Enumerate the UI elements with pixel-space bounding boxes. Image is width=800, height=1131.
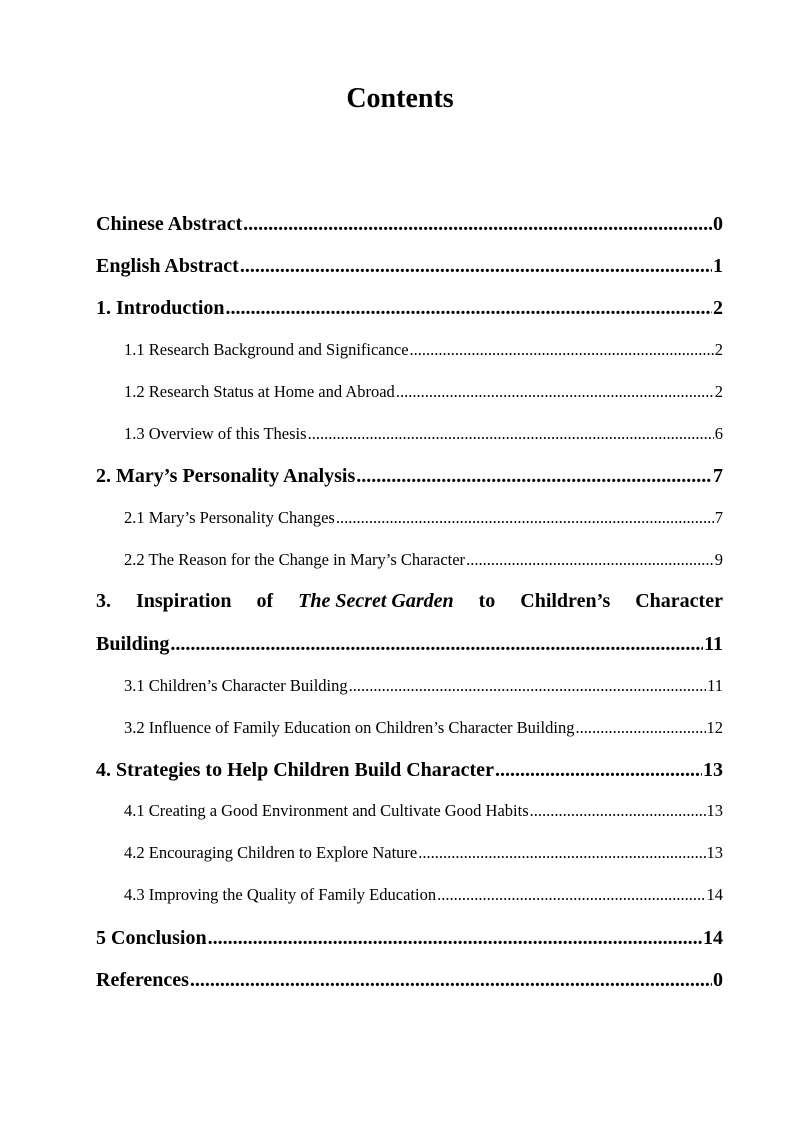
toc-page-number: 12 <box>706 718 723 737</box>
toc-page-number: 11 <box>707 676 723 695</box>
toc-entry-label: 2. Mary’s Personality Analysis <box>96 465 356 487</box>
dot-leader <box>418 841 705 865</box>
dot-leader <box>226 294 712 322</box>
toc-entry-label: English Abstract <box>96 255 239 277</box>
toc-entry-1-1[interactable] <box>124 338 723 362</box>
dot-leader <box>575 716 705 740</box>
toc-entry-references[interactable] <box>96 966 723 994</box>
toc-entry-word: of <box>256 590 274 612</box>
toc-page-number: 13 <box>706 801 723 820</box>
toc-entry-3-2[interactable] <box>124 716 723 740</box>
toc-entry-strategies[interactable] <box>96 756 723 784</box>
toc-page-number: 14 <box>703 927 723 949</box>
toc-entry-inspiration-line2[interactable] <box>96 630 723 658</box>
toc-page-number: 7 <box>713 465 723 487</box>
dot-leader <box>356 462 712 490</box>
toc-entry-label: 1. Introduction <box>96 297 225 319</box>
toc-page-number: 2 <box>713 297 723 319</box>
toc-page-number: 9 <box>714 550 723 569</box>
toc-entry-label: 4.3 Improving the Quality of Family Education <box>124 885 437 904</box>
dot-leader <box>208 924 702 952</box>
dot-leader <box>349 674 706 698</box>
toc-entry-label: 1.2 Research Status at Home and Abroad <box>124 382 395 401</box>
toc-entry-3-1[interactable] <box>124 674 723 698</box>
toc-page-number: 2 <box>714 382 723 401</box>
toc-entry-word: 3. <box>96 590 111 612</box>
toc-entry-label: 5 Conclusion <box>96 927 207 949</box>
toc-page-number: 14 <box>706 885 723 904</box>
toc-page-number: 13 <box>706 843 723 862</box>
toc-page-number: 1 <box>713 255 723 277</box>
toc-entry-word: Inspiration <box>135 590 232 612</box>
toc-entry-word: Children’s <box>520 590 611 612</box>
toc-entry-label: 2.2 The Reason for the Change in Mary’s Character <box>124 550 466 569</box>
toc-entry-1-3[interactable] <box>124 422 723 446</box>
toc-page-number: 13 <box>703 759 723 781</box>
toc-entry-label: References <box>96 969 189 991</box>
toc-page-number: 2 <box>714 340 723 359</box>
dot-leader <box>170 630 703 658</box>
toc-entry-label: 1.3 Overview of this Thesis <box>124 424 307 443</box>
dot-leader <box>308 422 714 446</box>
toc-entry-word: to <box>478 590 496 612</box>
toc-page-number: 7 <box>714 508 723 527</box>
toc-entry-1-2[interactable] <box>124 380 723 404</box>
toc-entry-word: Character <box>635 590 723 612</box>
toc-entry-4-2[interactable] <box>124 841 723 865</box>
book-title: The Secret Garden <box>298 590 454 612</box>
toc-entry-2-1[interactable] <box>124 506 723 530</box>
toc-entry-personality-analysis[interactable] <box>96 462 723 490</box>
toc-entry-label: Building <box>96 633 170 655</box>
dot-leader <box>466 548 714 572</box>
toc-entry-label: 3.2 Influence of Family Education on Children’s Character Building <box>124 718 575 737</box>
toc-entry-label: Chinese Abstract <box>96 213 243 235</box>
toc-entry-label: 4.2 Encouraging Children to Explore Nature <box>124 843 418 862</box>
toc-entry-label: 2.1 Mary’s Personality Changes <box>124 508 335 527</box>
dot-leader <box>530 799 706 823</box>
toc-entry-label: 4.1 Creating a Good Environment and Cultivate Good Habits <box>124 801 529 820</box>
toc-entry-chinese-abstract[interactable] <box>96 210 723 238</box>
toc-entry-label: 4. Strategies to Help Children Build Character <box>96 759 494 781</box>
dot-leader <box>240 252 712 280</box>
toc-entry-inspiration-line1[interactable] <box>96 587 723 615</box>
dot-leader <box>495 756 702 784</box>
toc-page-number: 6 <box>714 424 723 443</box>
toc-entry-english-abstract[interactable] <box>96 252 723 280</box>
toc-entry-conclusion[interactable] <box>96 924 723 952</box>
dot-leader <box>437 883 705 907</box>
toc-entry-label: 3.1 Children’s Character Building <box>124 676 348 695</box>
toc-entry-2-2[interactable] <box>124 548 723 572</box>
dot-leader <box>410 338 714 362</box>
toc-page-number: 11 <box>704 633 723 655</box>
dot-leader <box>396 380 714 404</box>
dot-leader <box>190 966 712 994</box>
page-title: Contents <box>346 83 454 114</box>
dot-leader <box>243 210 712 238</box>
toc-page-number: 0 <box>713 969 723 991</box>
toc-entry-4-1[interactable] <box>124 799 723 823</box>
toc-entry-label: 1.1 Research Background and Significance <box>124 340 409 359</box>
toc-page-number: 0 <box>713 213 723 235</box>
dot-leader <box>336 506 714 530</box>
toc-entry-4-3[interactable] <box>124 883 723 907</box>
toc-entry-introduction[interactable] <box>96 294 723 322</box>
